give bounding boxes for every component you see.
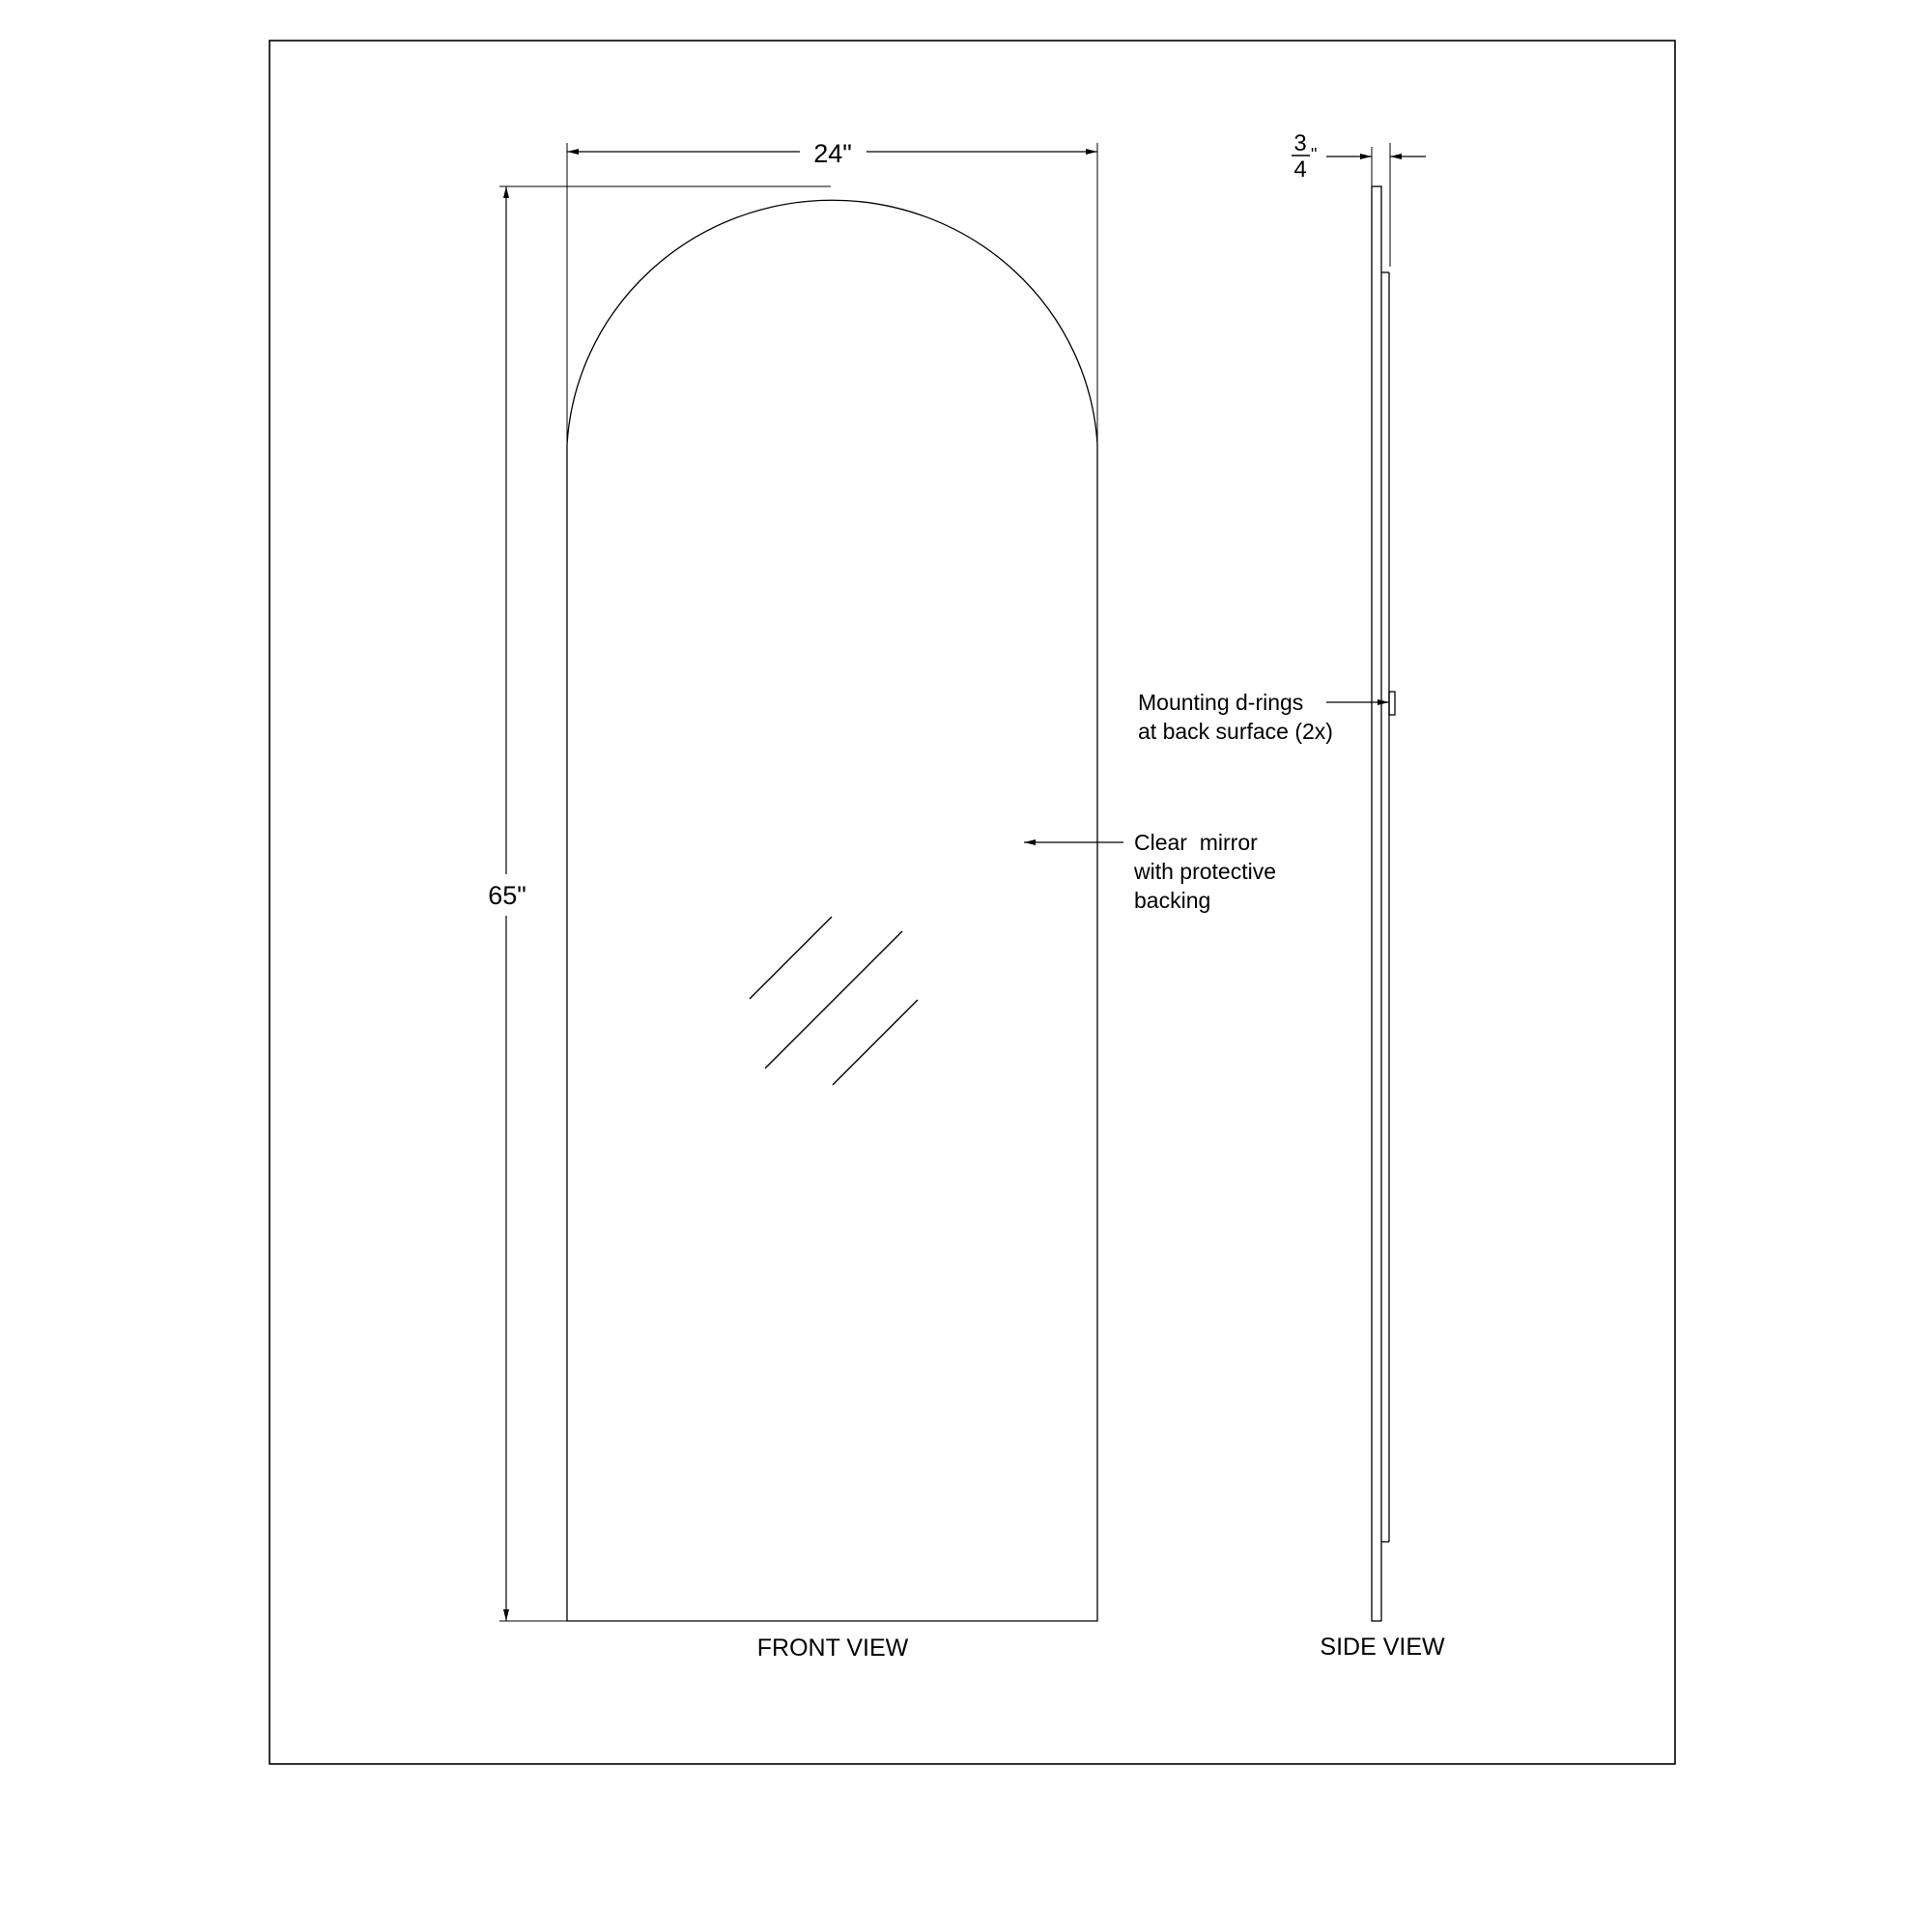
- d-ring: [1389, 692, 1395, 715]
- mirror-note-line-1: Clear mirror: [1134, 830, 1258, 855]
- thickness-denominator: 4: [1293, 156, 1307, 183]
- mirror-outline: [567, 200, 1097, 1621]
- mirror-note-line-3: backing: [1134, 888, 1211, 913]
- side-view-label: SIDE VIEW: [1320, 1634, 1445, 1661]
- thickness-numerator: 3: [1293, 130, 1307, 156]
- sheet-border: [270, 41, 1675, 1764]
- glass-reflection-stroke: [833, 1000, 918, 1085]
- height-dimension-label: 65": [488, 881, 526, 910]
- dring-note-text: [1138, 690, 1333, 744]
- glass-reflection-stroke: [750, 917, 832, 999]
- front-view: [488, 139, 1282, 1662]
- glass-reflection-stroke: [765, 931, 902, 1068]
- mirror-note-line-2: with protective: [1134, 859, 1277, 884]
- thickness-unit: ": [1311, 145, 1318, 164]
- dring-note-line-1: Mounting d-rings: [1138, 690, 1304, 715]
- front-view-label: FRONT VIEW: [756, 1634, 909, 1662]
- dring-note-line-2: at back surface (2x): [1138, 719, 1333, 744]
- width-dimension-label: 24": [813, 139, 852, 168]
- mirror-note-text: [1133, 830, 1282, 913]
- side-mirror-glass: [1372, 186, 1381, 1621]
